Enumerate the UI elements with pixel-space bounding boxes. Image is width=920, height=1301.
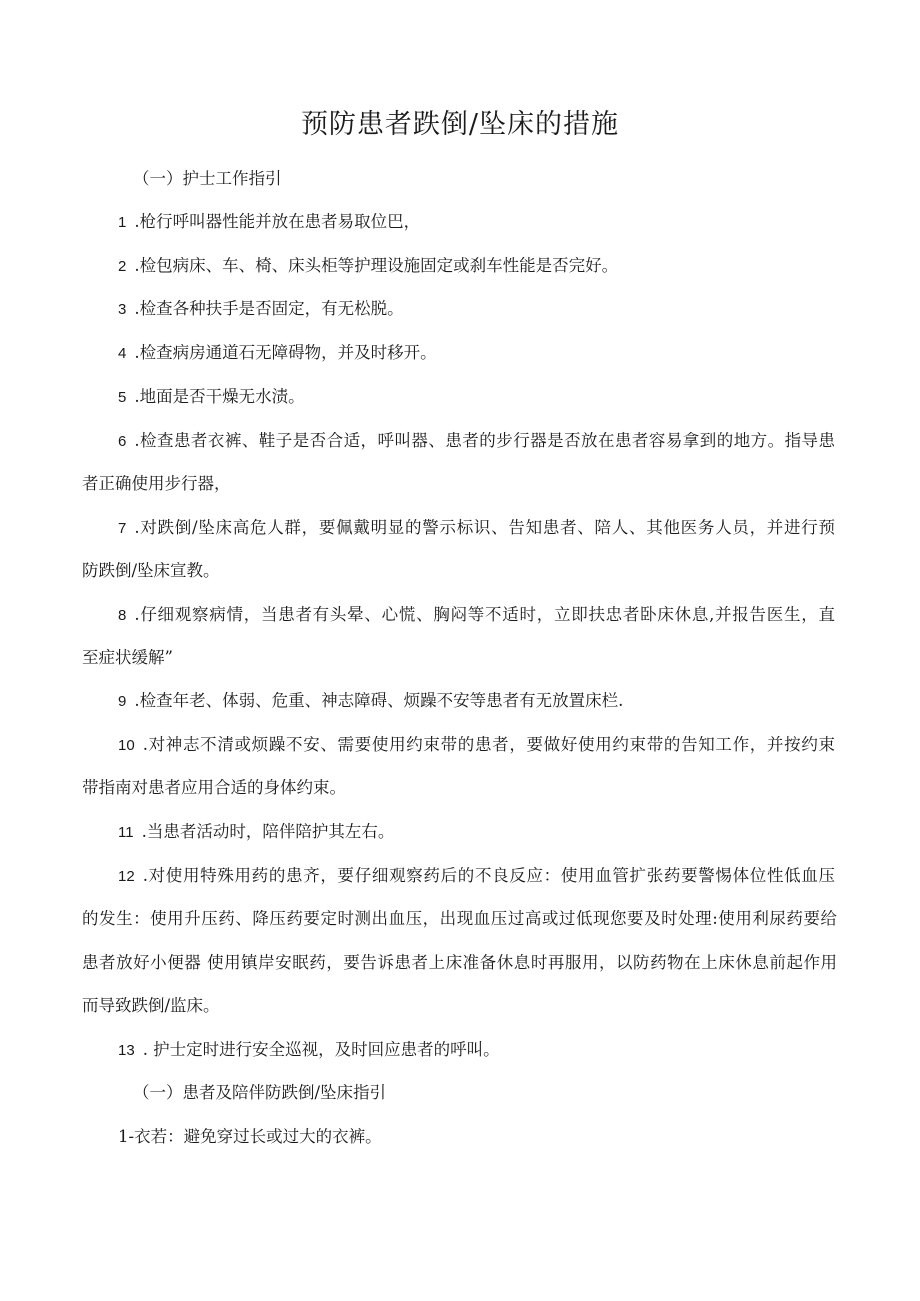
item-text: .对跌倒/坠床高危人群，要佩戴明显的警示标识、告知患者、陪人、其他医务人员，并进行预 [134, 518, 835, 537]
item-number: 8 [118, 607, 127, 624]
item-continuation: 的发生：使用升压药、降压药要定时测出血压，出现血压过高或过低现您要及时处理:使用利尿药要给 [82, 909, 837, 928]
item-text: .对神志不清或烦躁不安、需要使用约束带的患者，要做好使用约束带的告知工作，并按约束 [142, 735, 835, 754]
list-item [118, 734, 835, 757]
item-text: .检包病床、车、椅、床头柜等护理设施固定或刹车性能是否完好。 [134, 256, 619, 275]
item-continuation: 防跌倒/坠床宣教。 [82, 561, 220, 580]
item-continuation: 患者放好小便器 使用镇岸安眠药，要告诉患者上床准备休息时再服用，以防药物在上床休息前起作用 [82, 953, 837, 972]
item-number: 9 [118, 693, 127, 710]
item-number: 4 [118, 345, 127, 362]
item-number: 12 [118, 868, 135, 885]
list-item [118, 298, 404, 321]
list-item [118, 255, 618, 278]
item-continuation: 而导致跌倒/监床。 [82, 996, 220, 1015]
item-text: .对使用特殊用药的患齐，要仔细观察药后的不良反应：使用血管扩张药要警惕体位性低血压 [142, 866, 835, 885]
list-item [118, 342, 437, 365]
item-text: .地面是否干燥无水渍。 [134, 387, 305, 406]
item-number: 11 [118, 824, 134, 841]
item-number: 10 [118, 737, 135, 754]
section-heading-patient-guidelines: （一）患者及陪伴防跌倒/坠床指引 [133, 1083, 387, 1102]
item-continuation: 带指南对患者应用合适的身体约束。 [82, 778, 346, 797]
document-title: 预防患者跌倒/坠床的措施 [300, 109, 620, 140]
list-item [118, 865, 835, 888]
item-text: .枪行呼叫器性能并放在患者易取位巴， [134, 212, 421, 231]
list-item [118, 604, 835, 627]
item-number: 3 [118, 301, 127, 318]
list-item [118, 1039, 500, 1062]
item-text: .检查年老、体弱、危重、神志障碍、烦躁不安等患者有无放置床栏. [134, 691, 624, 710]
list-item [118, 821, 394, 844]
item-text: . 护士定时进行安全巡视，及时回应患者的呼叫。 [142, 1040, 500, 1059]
list-item [118, 517, 835, 540]
item-number: 7 [118, 520, 127, 537]
item-text: .检查患者衣裤、鞋子是否合适，呼叫器、患者的步行器是否放在患者容易拿到的地方。指导患 [134, 431, 835, 450]
list-item [118, 211, 420, 234]
item-continuation: 者正确使用步行器， [82, 474, 231, 493]
list-item [118, 690, 623, 713]
list-item: 1-衣若：避免穿过长或过大的衣裤。 [118, 1127, 382, 1146]
item-number: 2 [118, 258, 127, 275]
item-number: 6 [118, 433, 127, 450]
item-number: 1 [118, 214, 127, 231]
item-text: .当患者活动时，陪伴陪护其左右。 [141, 822, 395, 841]
item-continuation: 至症状缓解” [82, 648, 173, 667]
list-item [118, 430, 835, 453]
item-number: 13 [118, 1042, 135, 1059]
list-item [118, 386, 305, 409]
item-number: 5 [118, 389, 127, 406]
section-heading-nurse-guidelines: （一）护士工作指引 [133, 169, 282, 188]
item-text: .检查病房通道石无障碍物，并及时移开。 [134, 343, 437, 362]
item-text: .仔细观察病情，当患者有头晕、心慌、胸闷等不适时，立即扶忠者卧床休息,并报告医生，直 [134, 605, 835, 624]
item-text: .检查各种扶手是否固定，有无松脱。 [134, 299, 404, 318]
